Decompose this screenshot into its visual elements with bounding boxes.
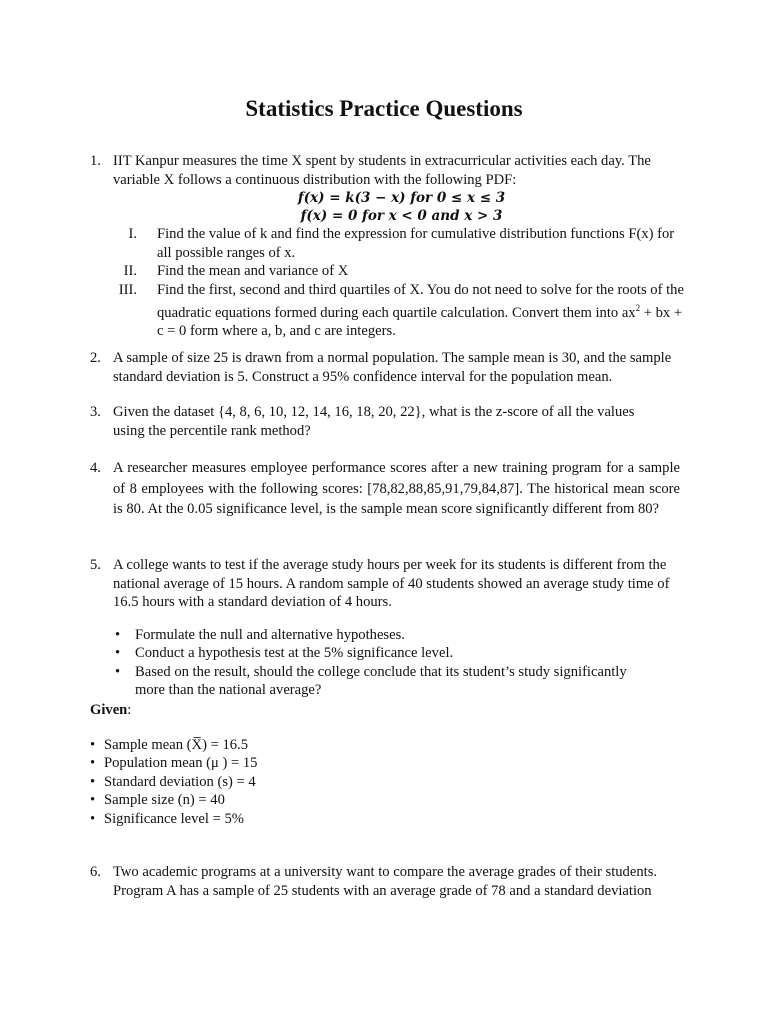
sub-question-number: II. <box>123 263 137 279</box>
given-label: Given <box>90 702 128 718</box>
formula: f(x) = k(3 − x) for 0 ≤ x ≤ 3 <box>297 190 506 206</box>
question-2 <box>90 349 690 386</box>
question-text: Two academic programs at a university want to compare the average grades of their students. Program A has a sample of 25 students with an average grade of 78 and a standard deviation <box>113 864 658 899</box>
list-item-text: Sample size (n) = 40 <box>104 792 225 808</box>
page-title: Statistics Practice Questions <box>245 96 523 121</box>
bullet-icon: • <box>90 773 96 790</box>
list-item-text: Standard deviation (s) = 4 <box>104 773 256 790</box>
list-item-text: Conduct a hypothesis test at the 5% significance level. <box>135 645 454 661</box>
bullet-icon: • <box>115 663 121 680</box>
given-colon: : <box>127 702 132 718</box>
bullet-icon: • <box>90 736 96 753</box>
question-4 <box>90 458 690 520</box>
sub-question <box>90 225 690 262</box>
sub-question-number: III. <box>118 281 137 298</box>
question-1 <box>90 152 690 341</box>
list-item-text: Sample mean (X̅) = 16.5 <box>104 736 248 753</box>
question-text: A college wants to test if the average study hours per week for its students is different from the national average of 15 hours. A random sample of 40 students showed an average study time of 16.5 hours with a standard deviation of 4 hours. <box>113 557 670 610</box>
sub-question-text: Find the first, second and third quartiles of X. You do not need to solve for the roots of the quadratic equations formed during each quartile calculation. Convert them into ax <box>157 281 684 321</box>
list-item <box>90 754 690 773</box>
list-item <box>90 644 660 663</box>
question-number: 6. <box>90 864 101 880</box>
list-item <box>90 663 660 700</box>
sub-question-text: + bx + c = 0 form where a, b, and c are integers. <box>157 304 683 340</box>
sub-question-number: I. <box>128 226 137 242</box>
list-item-text: Formulate the null and alternative hypotheses. <box>135 626 405 643</box>
list-item <box>90 626 660 645</box>
list-item <box>90 736 690 755</box>
question-number: 1. <box>90 153 101 169</box>
question-text: A researcher measures employee performance scores after a new training program for a sample of 8 employees with the following scores: [78,82,88,85,91,79,84,87]. The historical mean score is 80. At the 0.05 significance level, is the sample mean score significantly different from 80? <box>113 460 680 517</box>
question-text: IIT Kanpur measures the time X spent by students in extracurricular activities each day. The variable X follows a continuous distribution with the following PDF: <box>113 153 651 188</box>
list-item <box>90 773 690 792</box>
given-list <box>90 736 690 829</box>
bullet-icon: • <box>90 755 96 771</box>
bullet-icon: • <box>90 810 96 827</box>
given-heading <box>90 701 690 720</box>
bullet-icon: • <box>115 645 121 661</box>
question-6 <box>90 863 690 900</box>
list-item-text: Population mean (μ ) = 15 <box>104 755 258 771</box>
sub-question-text: Find the mean and variance of X <box>157 263 349 279</box>
given-section <box>90 701 690 828</box>
question-5 <box>90 556 690 700</box>
question-number: 4. <box>90 460 101 476</box>
bullet-icon: • <box>115 626 121 643</box>
sub-question-text: Find the value of k and find the expression for cumulative distribution functions F(x) for all possible ranges of x. <box>157 226 675 261</box>
question-number: 3. <box>90 404 101 420</box>
question-text: Given the dataset {4, 8, 6, 10, 12, 14, 16, 18, 20, 22}, what is the z-score of all the values using the percentile rank method? <box>113 404 635 439</box>
sub-question <box>90 281 690 341</box>
list-item <box>90 791 690 810</box>
sub-question <box>90 262 690 281</box>
list-item-text: Based on the result, should the college conclude that its student’s study significantly more than the national average? <box>135 663 627 698</box>
formula: f(x) = 0 for x < 0 and x > 3 <box>300 208 503 224</box>
question-number: 2. <box>90 350 101 366</box>
bullet-list <box>90 626 660 700</box>
superscript: 2 <box>635 303 641 313</box>
bullet-icon: • <box>90 792 96 808</box>
question-3 <box>90 403 690 440</box>
list-item-text: Significance level = 5% <box>104 810 244 827</box>
list-item <box>90 810 690 829</box>
question-text: A sample of size 25 is drawn from a normal population. The sample mean is 30, and the sample standard deviation is 5. Construct a 95% confidence interval for the population mean. <box>113 350 672 385</box>
question-number: 5. <box>90 557 101 573</box>
